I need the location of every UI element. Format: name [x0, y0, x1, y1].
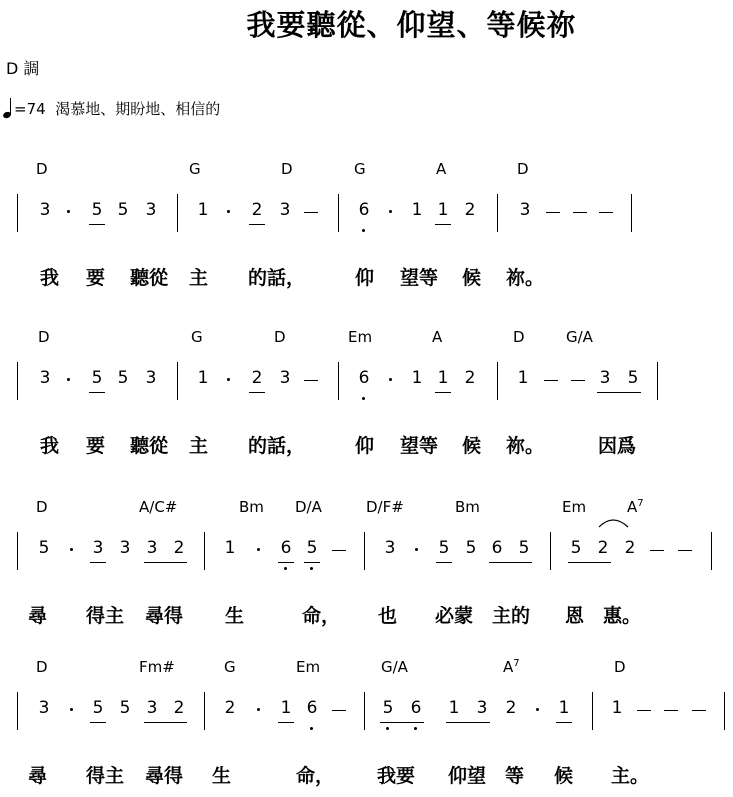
note-number: 6	[358, 200, 370, 220]
note-number: 1	[197, 200, 209, 220]
lyric-syllable: 望等	[400, 267, 439, 289]
chord-symbol: D	[281, 160, 293, 178]
note-number: 2	[597, 538, 609, 558]
dotted-rhythm-dot	[257, 548, 260, 551]
note-number: 5	[91, 368, 103, 388]
lyric-syllable: 必蒙	[435, 605, 474, 627]
dotted-rhythm-dot	[257, 708, 260, 711]
note-number: 3	[145, 200, 157, 220]
dotted-rhythm-dot	[389, 210, 392, 213]
chord-symbol: $A^7$	[627, 498, 644, 516]
quarter-note-icon	[2, 98, 14, 120]
chord-extension: 7	[513, 658, 520, 669]
lyric-syllable: 我要	[377, 765, 416, 787]
eighth-underline	[556, 722, 572, 723]
note-number: 2	[251, 368, 263, 388]
note-number: 1	[411, 200, 423, 220]
chord-symbol: G	[189, 160, 201, 178]
note-number: 5	[117, 368, 129, 388]
lyric-syllable: 命，	[296, 765, 335, 787]
note-number: 1	[558, 698, 570, 718]
note-number: 5	[382, 698, 394, 718]
note-number: 5	[438, 538, 450, 558]
note-number: 3	[39, 368, 51, 388]
note-number: 5	[119, 698, 131, 718]
tempo-marking: 渴慕地、期盼地、相信的	[55, 100, 221, 118]
note-number: 6	[358, 368, 370, 388]
eighth-underline	[144, 562, 187, 563]
dotted-rhythm-dot	[415, 548, 418, 551]
barline	[364, 532, 365, 570]
chord-symbol: G	[354, 160, 366, 178]
lyric-syllable: 祢。	[506, 435, 545, 457]
chord-symbol: D	[274, 328, 286, 346]
dotted-rhythm-dot	[227, 378, 230, 381]
barline	[497, 362, 498, 400]
sustain-dash	[304, 380, 318, 381]
barline	[204, 692, 205, 730]
lyric-syllable: 生	[225, 605, 245, 627]
lyric-syllable: 的話，	[248, 435, 306, 457]
lyric-syllable: 得主	[86, 605, 125, 627]
dotted-rhythm-dot	[67, 210, 70, 213]
chord-symbol: G/A	[566, 328, 593, 346]
note-number: 2	[505, 698, 517, 718]
barline	[17, 362, 18, 400]
chord-symbol: G	[224, 658, 236, 676]
lyric-syllable: 惠。	[603, 605, 642, 627]
note-number: 3	[92, 538, 104, 558]
note-number: 5	[117, 200, 129, 220]
sustain-dash	[637, 710, 651, 711]
note-number: 3	[145, 368, 157, 388]
note-number: 5	[627, 368, 639, 388]
lyric-syllable: 望等	[400, 435, 439, 457]
note-number: 3	[146, 538, 158, 558]
lyric-syllable: 仰	[355, 267, 375, 289]
chord-symbol: D	[614, 658, 626, 676]
sustain-dash	[546, 212, 560, 213]
note-number: 5	[465, 538, 477, 558]
eighth-underline	[436, 562, 452, 563]
barline	[497, 194, 498, 232]
lyric-syllable: 要	[86, 267, 106, 289]
sustain-dash	[332, 550, 346, 551]
low-octave-dot	[310, 567, 313, 570]
lyric-syllable: 得主	[86, 765, 125, 787]
lyric-syllable: 聽從	[130, 267, 169, 289]
barline	[177, 194, 178, 232]
lyric-syllable: 命，	[302, 605, 341, 627]
lyric-syllable: 祢。	[506, 267, 545, 289]
barline	[550, 532, 551, 570]
sustain-dash	[304, 212, 318, 213]
barline	[338, 362, 339, 400]
eighth-underline	[249, 224, 265, 225]
note-number: 3	[39, 200, 51, 220]
note-number: 2	[464, 368, 476, 388]
eighth-underline	[304, 562, 320, 563]
eighth-underline	[446, 722, 490, 723]
chord-symbol: D	[38, 328, 50, 346]
sustain-dash	[571, 380, 585, 381]
sustain-dash	[692, 710, 706, 711]
low-octave-dot	[310, 727, 313, 730]
barline	[17, 692, 18, 730]
eighth-underline	[90, 722, 106, 723]
note-number: 5	[518, 538, 530, 558]
lyric-syllable: 尋得	[145, 605, 184, 627]
barline	[17, 194, 18, 232]
lyric-syllable: 主的	[492, 605, 531, 627]
barline	[364, 692, 365, 730]
lyric-syllable: 因爲	[598, 435, 637, 457]
lyric-syllable: 仰	[355, 435, 375, 457]
dotted-rhythm-dot	[536, 708, 539, 711]
chord-symbol: Bm	[239, 498, 264, 516]
note-number: 2	[173, 538, 185, 558]
lyric-syllable: 尋	[28, 605, 48, 627]
eighth-underline	[568, 562, 611, 563]
eighth-underline	[278, 562, 294, 563]
note-number: 6	[280, 538, 292, 558]
eighth-underline	[144, 722, 187, 723]
chord-symbol: D	[36, 498, 48, 516]
dotted-rhythm-dot	[389, 378, 392, 381]
lyric-syllable: 主	[189, 435, 209, 457]
eighth-underline	[380, 722, 424, 723]
low-octave-dot	[284, 567, 287, 570]
note-number: 2	[173, 698, 185, 718]
note-number: 1	[197, 368, 209, 388]
note-number: 2	[224, 698, 236, 718]
note-number: 3	[119, 538, 131, 558]
lyric-syllable: 的話，	[248, 267, 306, 289]
sustain-dash	[678, 550, 692, 551]
chord-symbol: D	[517, 160, 529, 178]
eighth-underline	[278, 722, 294, 723]
note-number: 2	[624, 538, 636, 558]
note-number: 1	[437, 200, 449, 220]
eighth-underline	[597, 392, 641, 393]
chord-symbol: D	[36, 160, 48, 178]
sustain-dash	[664, 710, 678, 711]
note-number: 2	[251, 200, 263, 220]
note-number: 5	[38, 538, 50, 558]
tie-arc	[596, 516, 636, 528]
lyric-syllable: 主	[189, 267, 209, 289]
note-number: 3	[146, 698, 158, 718]
note-number: 6	[306, 698, 318, 718]
eighth-underline	[435, 224, 451, 225]
tempo-value: =74	[14, 100, 46, 118]
lyric-syllable: 要	[86, 435, 106, 457]
eighth-underline	[89, 392, 105, 393]
note-number: 1	[224, 538, 236, 558]
barline	[177, 362, 178, 400]
lyric-syllable: 候	[554, 765, 574, 787]
note-number: 5	[306, 538, 318, 558]
lyric-syllable: 候	[462, 267, 482, 289]
lyric-syllable: 尋得	[145, 765, 184, 787]
note-number: 5	[91, 200, 103, 220]
low-octave-dot	[362, 397, 365, 400]
note-number: 1	[448, 698, 460, 718]
key-signature: D 調	[6, 59, 40, 78]
note-number: 2	[464, 200, 476, 220]
barline	[631, 194, 632, 232]
note-number: 3	[519, 200, 531, 220]
low-octave-dot	[362, 229, 365, 232]
note-number: 3	[38, 698, 50, 718]
note-number: 1	[517, 368, 529, 388]
chord-symbol: A	[432, 328, 443, 346]
note-number: 3	[384, 538, 396, 558]
dotted-rhythm-dot	[227, 210, 230, 213]
sustain-dash	[544, 380, 558, 381]
note-number: 3	[599, 368, 611, 388]
chord-symbol: A	[436, 160, 447, 178]
sustain-dash	[573, 212, 587, 213]
eighth-underline	[249, 392, 265, 393]
chord-symbol: Bm	[455, 498, 480, 516]
sustain-dash	[332, 710, 346, 711]
barline	[724, 692, 725, 730]
barline	[338, 194, 339, 232]
chord-symbol: D	[513, 328, 525, 346]
lyric-syllable: 恩	[565, 605, 585, 627]
lyric-syllable: 我	[40, 435, 60, 457]
eighth-underline	[435, 392, 451, 393]
lyric-syllable: 尋	[28, 765, 48, 787]
low-octave-dot	[386, 727, 389, 730]
lyric-syllable: 我	[40, 267, 60, 289]
eighth-underline	[89, 224, 105, 225]
lyric-syllable: 等	[505, 765, 525, 787]
lyric-syllable: 也	[378, 605, 398, 627]
low-octave-dot	[414, 727, 417, 730]
lyric-syllable: 主。	[611, 765, 650, 787]
chord-symbol: $A^7$	[503, 658, 520, 676]
chord-symbol: D/A	[295, 498, 322, 516]
barline	[204, 532, 205, 570]
barline	[711, 532, 712, 570]
dotted-rhythm-dot	[70, 548, 73, 551]
note-number: 3	[279, 368, 291, 388]
note-number: 3	[279, 200, 291, 220]
note-number: 6	[491, 538, 503, 558]
dotted-rhythm-dot	[67, 378, 70, 381]
lyric-syllable: 生	[212, 765, 232, 787]
barline	[17, 532, 18, 570]
note-number: 5	[570, 538, 582, 558]
chord-symbol: Em	[296, 658, 321, 676]
note-number: 3	[476, 698, 488, 718]
note-number: 1	[437, 368, 449, 388]
sustain-dash	[599, 212, 613, 213]
song-title: 我要聽從、仰望、等候祢	[246, 8, 577, 42]
note-number: 5	[92, 698, 104, 718]
lyric-syllable: 候	[462, 435, 482, 457]
barline	[592, 692, 593, 730]
dotted-rhythm-dot	[70, 708, 73, 711]
lyric-syllable: 聽從	[130, 435, 169, 457]
eighth-underline	[489, 562, 532, 563]
chord-symbol: A/C#	[139, 498, 178, 516]
note-number: 6	[410, 698, 422, 718]
chord-symbol: D	[36, 658, 48, 676]
chord-symbol: G	[191, 328, 203, 346]
sustain-dash	[650, 550, 664, 551]
chord-symbol: G/A	[381, 658, 408, 676]
tempo-line	[2, 98, 220, 120]
chord-extension: 7	[637, 498, 644, 509]
chord-symbol: D/F#	[366, 498, 404, 516]
note-number: 1	[280, 698, 292, 718]
note-number: 1	[611, 698, 623, 718]
chord-symbol: Em	[348, 328, 373, 346]
lyric-syllable: 仰望	[448, 765, 487, 787]
chord-symbol: Em	[562, 498, 587, 516]
eighth-underline	[90, 562, 106, 563]
barline	[657, 362, 658, 400]
chord-symbol: Fm#	[139, 658, 175, 676]
note-number: 1	[411, 368, 423, 388]
